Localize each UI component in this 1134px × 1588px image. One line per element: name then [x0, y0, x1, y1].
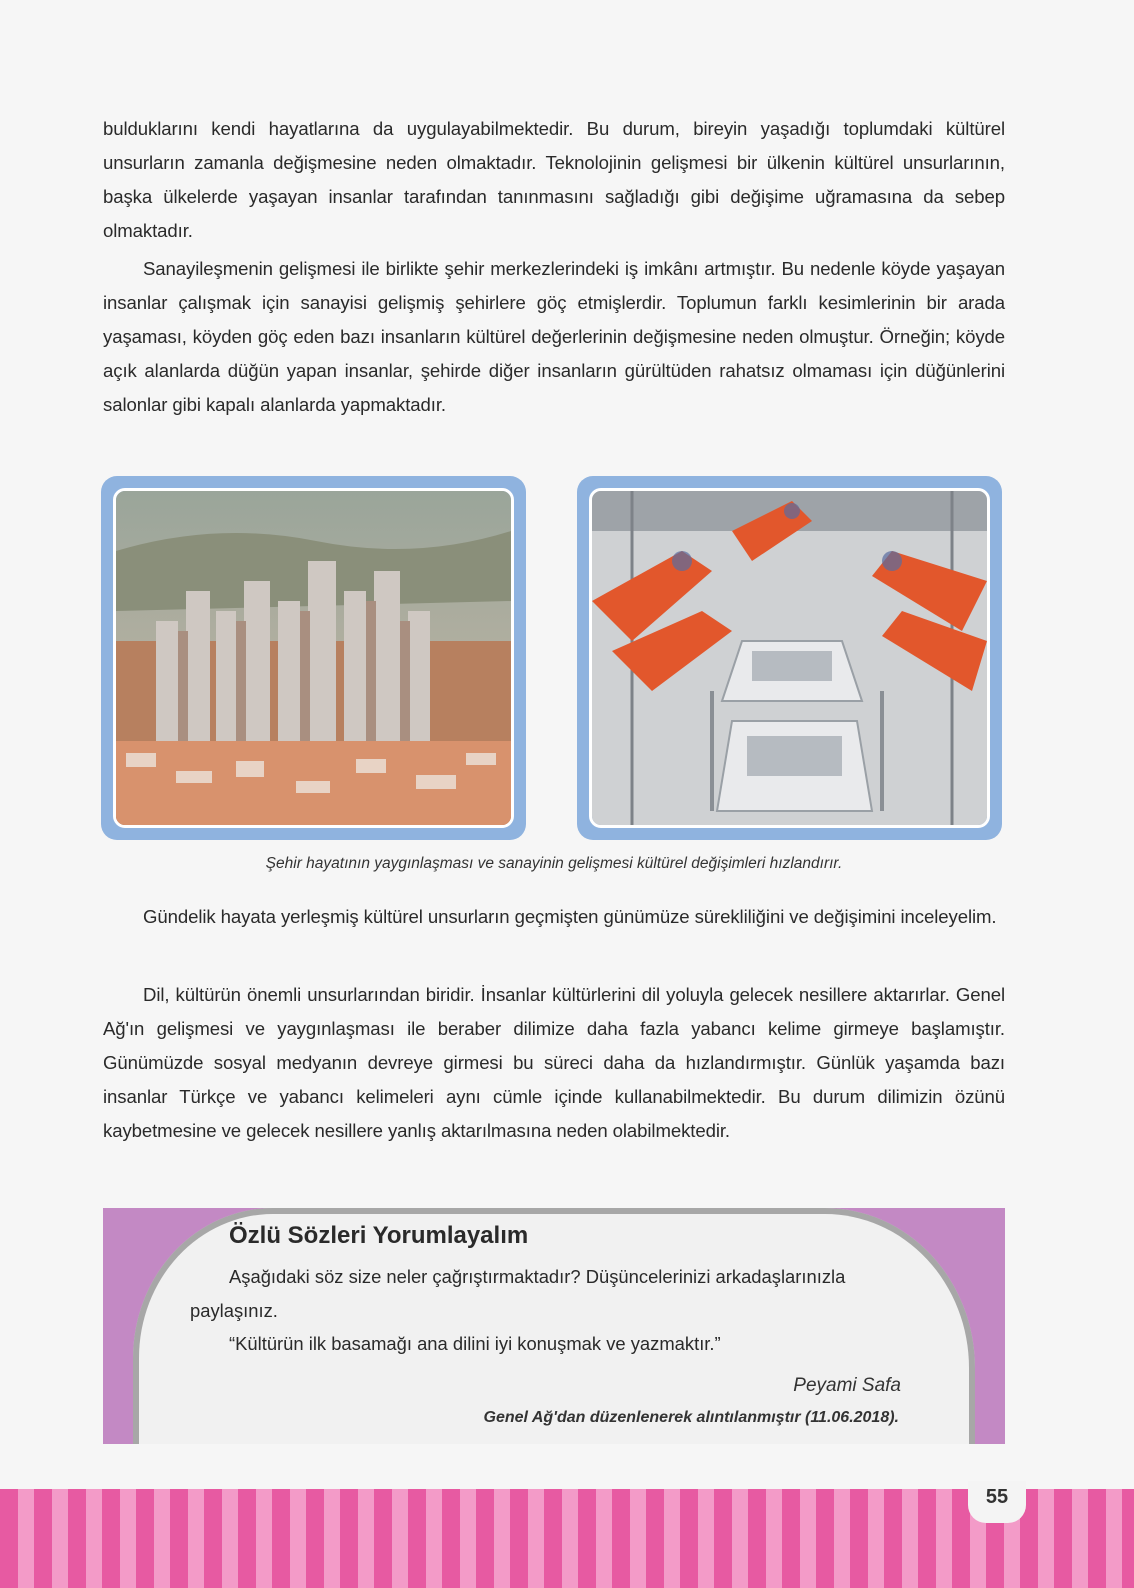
page-number: 55	[985, 1486, 1009, 1508]
city-photo	[113, 488, 514, 828]
quote-box-title: Özlü Sözleri Yorumlayalım	[229, 1222, 529, 1249]
quote-instruction: Aşağıdaki söz size neler çağrıştırmaktadır? Düşüncelerinizi arkadaşlarınızla paylaşınız.	[190, 1266, 846, 1321]
paragraph-4: Dil, kültürün önemli unsurlarından biridir. İnsanlar kültürlerini dil yoluyla gelecek nesillere aktarırlar. Genel Ağ'ın gelişmesi ve yaygınlaşması ile beraber dilimize daha fazla yabancı kelime girmeye başlamıştır. Günümüzde sosyal medyanın devreye girmesi bu süreci daha da hızlandırmıştır. Günlük yaşamda bazı insanlar Türkçe ve yabancı kelimeleri aynı cümle içinde kullanabilmektedir. Bu durum dilimizin özünü kaybetmesine ve gelecek nesillere yanlış aktarılmasına neden olabilmektedir.	[103, 984, 1005, 1141]
factory-photo	[589, 488, 990, 828]
factory-photo-frame	[577, 476, 1002, 840]
footer-stripes	[0, 1489, 1134, 1588]
figure-caption: Şehir hayatının yaygınlaşması ve sanayinin gelişmesi kültürel değişimleri hızlandırır.	[265, 855, 843, 872]
quote-author: Peyami Safa	[793, 1375, 901, 1396]
paragraph-3: Gündelik hayata yerleşmiş kültürel unsurların geçmişten günümüze sürekliliğini ve değişimini inceleyelim.	[143, 906, 997, 927]
city-photo-frame	[101, 476, 526, 840]
quote-text: “Kültürün ilk basamağı ana dilini iyi konuşmak ve yazmaktır.”	[229, 1333, 721, 1354]
quote-source: Genel Ağ'dan düzenlenerek alıntılanmıştır (11.06.2018).	[483, 1409, 899, 1426]
paragraph-2: Sanayileşmenin gelişmesi ile birlikte şehir merkezlerindeki iş imkânı artmıştır. Bu nedenle köyde yaşayan insanlar çalışmak için sanayisi gelişmiş şehirlere göç etmişlerdir. Toplumun farklı kesimlerinin bir arada yaşaması, köyden göç eden bazı insanların kültürel değerlerinin değişmesine neden olmuştur. Örneğin; köyde açık alanlarda düğün yapan insanlar, şehirde diğer insanların gürültüden rahatsız olmaması için düğünlerini salonlar gibi kapalı alanlarda yapmaktadır.	[103, 258, 1005, 415]
paragraph-1: bulduklarını kendi hayatlarına da uygulayabilmektedir. Bu durum, bireyin yaşadığı toplumdaki kültürel unsurların zamanla değişmesine neden olmaktadır. Teknolojinin gelişmesi bir ülkenin kültürel unsurlarının, başka ülkelerde yaşayan insanlar tarafından tanınmasını sağladığı gibi değişime uğramasına da sebep olmaktadır.	[103, 118, 1005, 241]
